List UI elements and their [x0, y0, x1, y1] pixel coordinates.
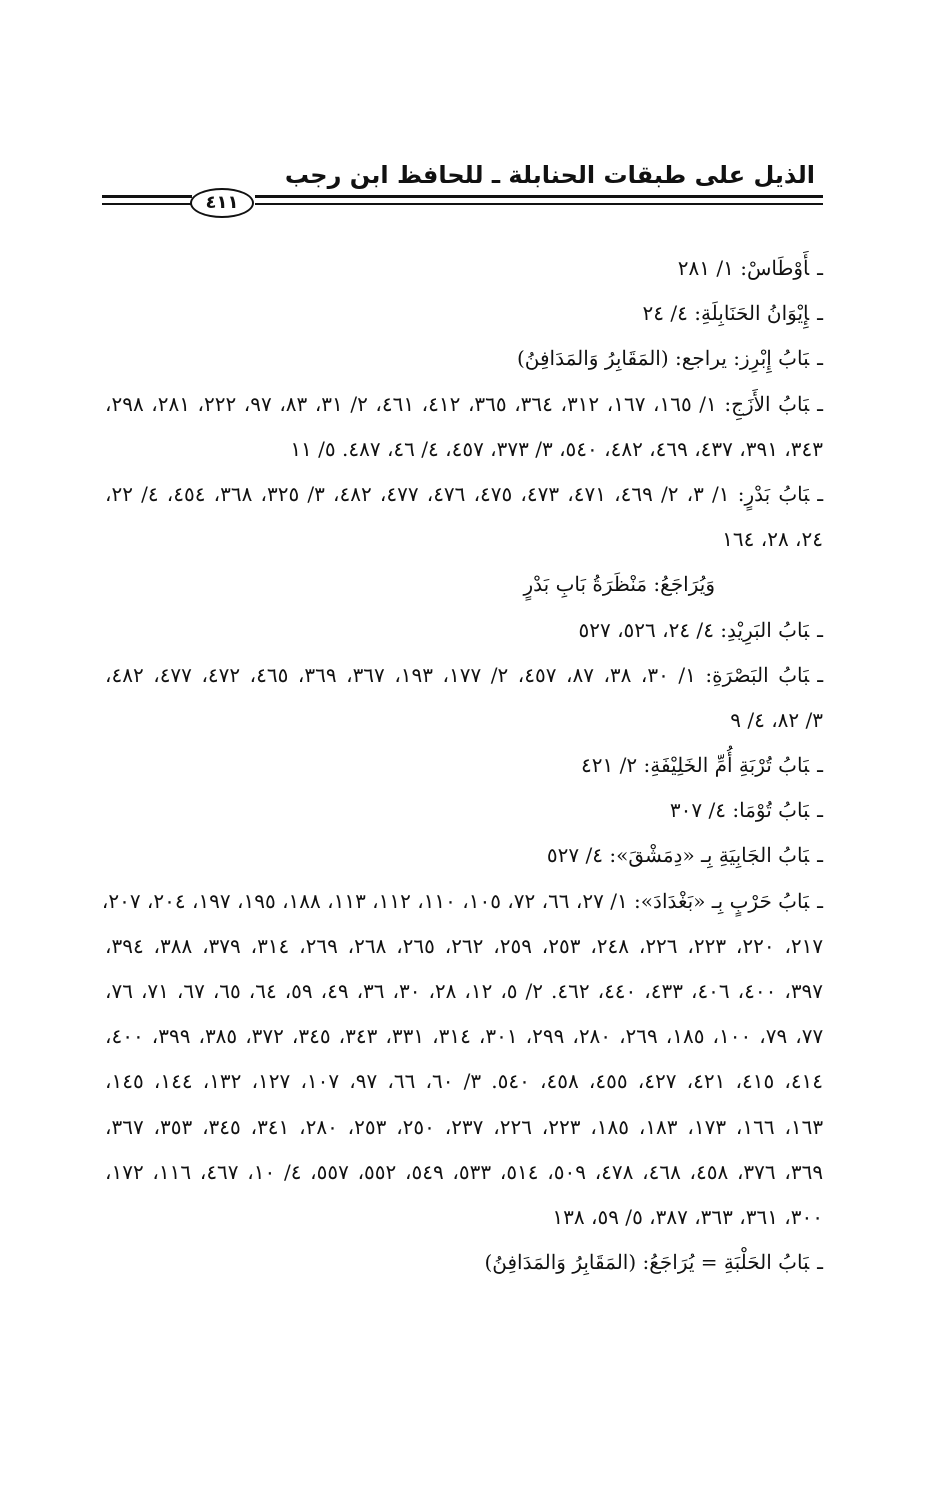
entry-continuation: ٢١٧، ٢٢٠، ٢٢٣، ٢٢٦، ٢٤٨، ٢٥٣، ٢٥٩، ٢٦٢، ٢٦٥، ٢٦٨، ٢٦٩، ٣١٤، ٣٧٩، ٣٨٨، ٣٩٤، — [105, 933, 824, 958]
entry-text: بَابُ تُوْمَا: ٤/ ٣٠٧ — [669, 798, 810, 823]
entry-text: إِيْوَانُ الحَنَابِلَةِ: ٤/ ٢٤ — [642, 301, 810, 326]
entry-text: بَابُ الجَابِيَةِ بِـ «دِمَشْقَ»: ٤/ ٥٢٧ — [546, 843, 810, 868]
index-entry — [105, 472, 823, 517]
index-entry — [101, 879, 823, 924]
entry-dash: ـ — [817, 753, 823, 778]
index-entry — [105, 336, 823, 381]
entry-text: بَابُ البَصْرَةِ: ١/ ٣٠، ٣٨، ٨٧، ٤٥٧، ٢/ ١٧٧، ١٩٣، ٣٦٧، ٣٦٩، ٤٦٥، ٤٧٢، ٤٧٧، ٤٨٢، — [105, 662, 810, 687]
entry-continuation: ٤١٤، ٤١٥، ٤٢١، ٤٢٧، ٤٥٥، ٤٥٨، ٥٤٠. ٣/ ٦٠، ٦٦، ٩٧، ١٠٧، ١٢٧، ١٣٢، ١٤٤، ١٤٥، — [105, 1069, 824, 1094]
entry-dash: ـ — [817, 798, 823, 823]
entry-continuation: ٣/ ٨٢، ٤/ ٩ — [730, 707, 823, 732]
entry-continuation: ٣٦٩، ٣٧٦، ٤٥٨، ٤٦٨، ٤٧٨، ٥٠٩، ٥١٤، ٥٣٣، ٥٤٩، ٥٥٢، ٥٥٧، ٤/ ١٠، ٤٦٧، ١١٦، ١٧٢، — [105, 1159, 824, 1184]
entry-text: بَابُ بَدْرٍ: ١/ ٣، ٢/ ٤٦٩، ٤٧١، ٤٧٣، ٤٧٥، ٤٧٦، ٤٧٧، ٤٨٢، ٣/ ٣٢٥، ٣٦٨، ٤٥٤، ٤/ ٢٢، — [105, 481, 810, 506]
page-number: ٤١١ — [190, 188, 254, 218]
see-also-entry: وَيُرَاجَعُ: مَنْظَرَةُ بَابِ بَدْرٍ — [523, 572, 715, 597]
header-rule-left-lower — [102, 203, 192, 205]
entry-continuation: ٣٤٣، ٣٩١، ٤٣٧، ٤٦٩، ٤٨٢، ٥٤٠، ٣/ ٣٧٣، ٤٥٧، ٤/ ٤٦، ٤٨٧. ٥/ ١١ — [290, 436, 823, 461]
entry-text: بَابُ حَرْبٍ بِـ «بَغْدَادَ»: ١/ ٢٧، ٦٦، ٧٢، ١٠٥، ١١٠، ١١٢، ١١٣، ١٨٨، ١٩٥، ١٩٧، ٢٠٤، ٢٠٧، — [101, 888, 810, 913]
entry-dash: ـ — [817, 481, 824, 506]
entry-continuation: ١٦٣، ١٦٦، ١٧٣، ١٨٣، ١٨٥، ٢٢٣، ٢٢٦، ٢٣٧، ٢٥٠، ٢٥٣، ٢٨٠، ٣٤١، ٣٤٥، ٣٥٣، ٣٦٧، — [105, 1114, 824, 1139]
entry-text: أَوْطَاسْ: ١/ ٢٨١ — [677, 256, 810, 280]
entry-dash: ـ — [817, 256, 823, 280]
index-entry — [105, 382, 823, 427]
entry-continuation: ٣٠٠، ٣٦١، ٣٦٣، ٣٨٧، ٥/ ٥٩، ١٣٨ — [552, 1204, 823, 1229]
index-entry — [105, 291, 823, 336]
entry-text: بَابُ إِبْرِز: يراجع: (المَقَابِرُ وَالمَدَافِنُ) — [516, 346, 810, 371]
index-entry — [105, 743, 823, 788]
index-list — [101, 246, 824, 1285]
running-title: الذيل على طبقات الحنابلة ـ للحافظ ابن رجب — [284, 161, 815, 189]
index-entry — [105, 788, 823, 833]
entry-dash: ـ — [817, 888, 823, 913]
index-entry — [105, 653, 823, 698]
entry-continuation: ٣٩٧، ٤٠٠، ٤٠٦، ٤٣٣، ٤٤٠، ٤٦٢. ٢/ ٥، ١٢، ٢٨، ٣٠، ٣٦، ٤٩، ٥٩، ٦٤، ٦٥، ٦٧، ٧١، ٧٦، — [105, 979, 824, 1003]
header-rule-left-upper — [102, 195, 192, 198]
header-rule-right-upper — [255, 195, 823, 198]
entry-dash: ـ — [817, 1250, 823, 1275]
entry-continuation: ٢٤، ٢٨، ١٦٤ — [722, 527, 823, 552]
entry-dash: ـ — [817, 391, 823, 416]
entry-text: بَابُ تُرْبَةِ أُمِّ الخَلِيْفَةِ: ٢/ ٤٢١ — [581, 753, 810, 778]
index-entry — [105, 246, 823, 291]
index-entry — [105, 1240, 823, 1285]
entry-text: بَابُ البَرِيْدِ: ٤/ ٢٤، ٥٢٦، ٥٢٧ — [578, 617, 810, 642]
index-entry — [105, 608, 823, 653]
entry-dash: ـ — [817, 662, 824, 687]
entry-dash: ـ — [817, 617, 823, 642]
index-entry — [105, 833, 823, 878]
header-rule-right-lower — [255, 203, 823, 205]
entry-dash: ـ — [817, 843, 823, 868]
entry-dash: ـ — [817, 301, 823, 326]
entry-text: بَابُ الحَلْبَةِ = يُرَاجَعُ: (المَقَابِرُ وَالمَدَافِنُ) — [484, 1250, 810, 1275]
entry-text: بَابُ الأَزَجِ: ١/ ١٦٥، ١٦٧، ٣١٢، ٣٦٤، ٣٦٥، ٤١٢، ٤٦١، ٢/ ٣١، ٨٣، ٩٧، ٢٢٢، ٢٨١، ٢٩٨، — [105, 391, 810, 416]
entry-continuation: ٧٧، ٧٩، ١٠٠، ١٨٥، ٢٦٩، ٢٨٠، ٢٩٩، ٣٠١، ٣١٤، ٣٣١، ٣٤٣، ٣٤٥، ٣٧٢، ٣٨٥، ٣٩٩، ٤٠٠، — [105, 1024, 824, 1049]
entry-dash: ـ — [817, 346, 823, 371]
